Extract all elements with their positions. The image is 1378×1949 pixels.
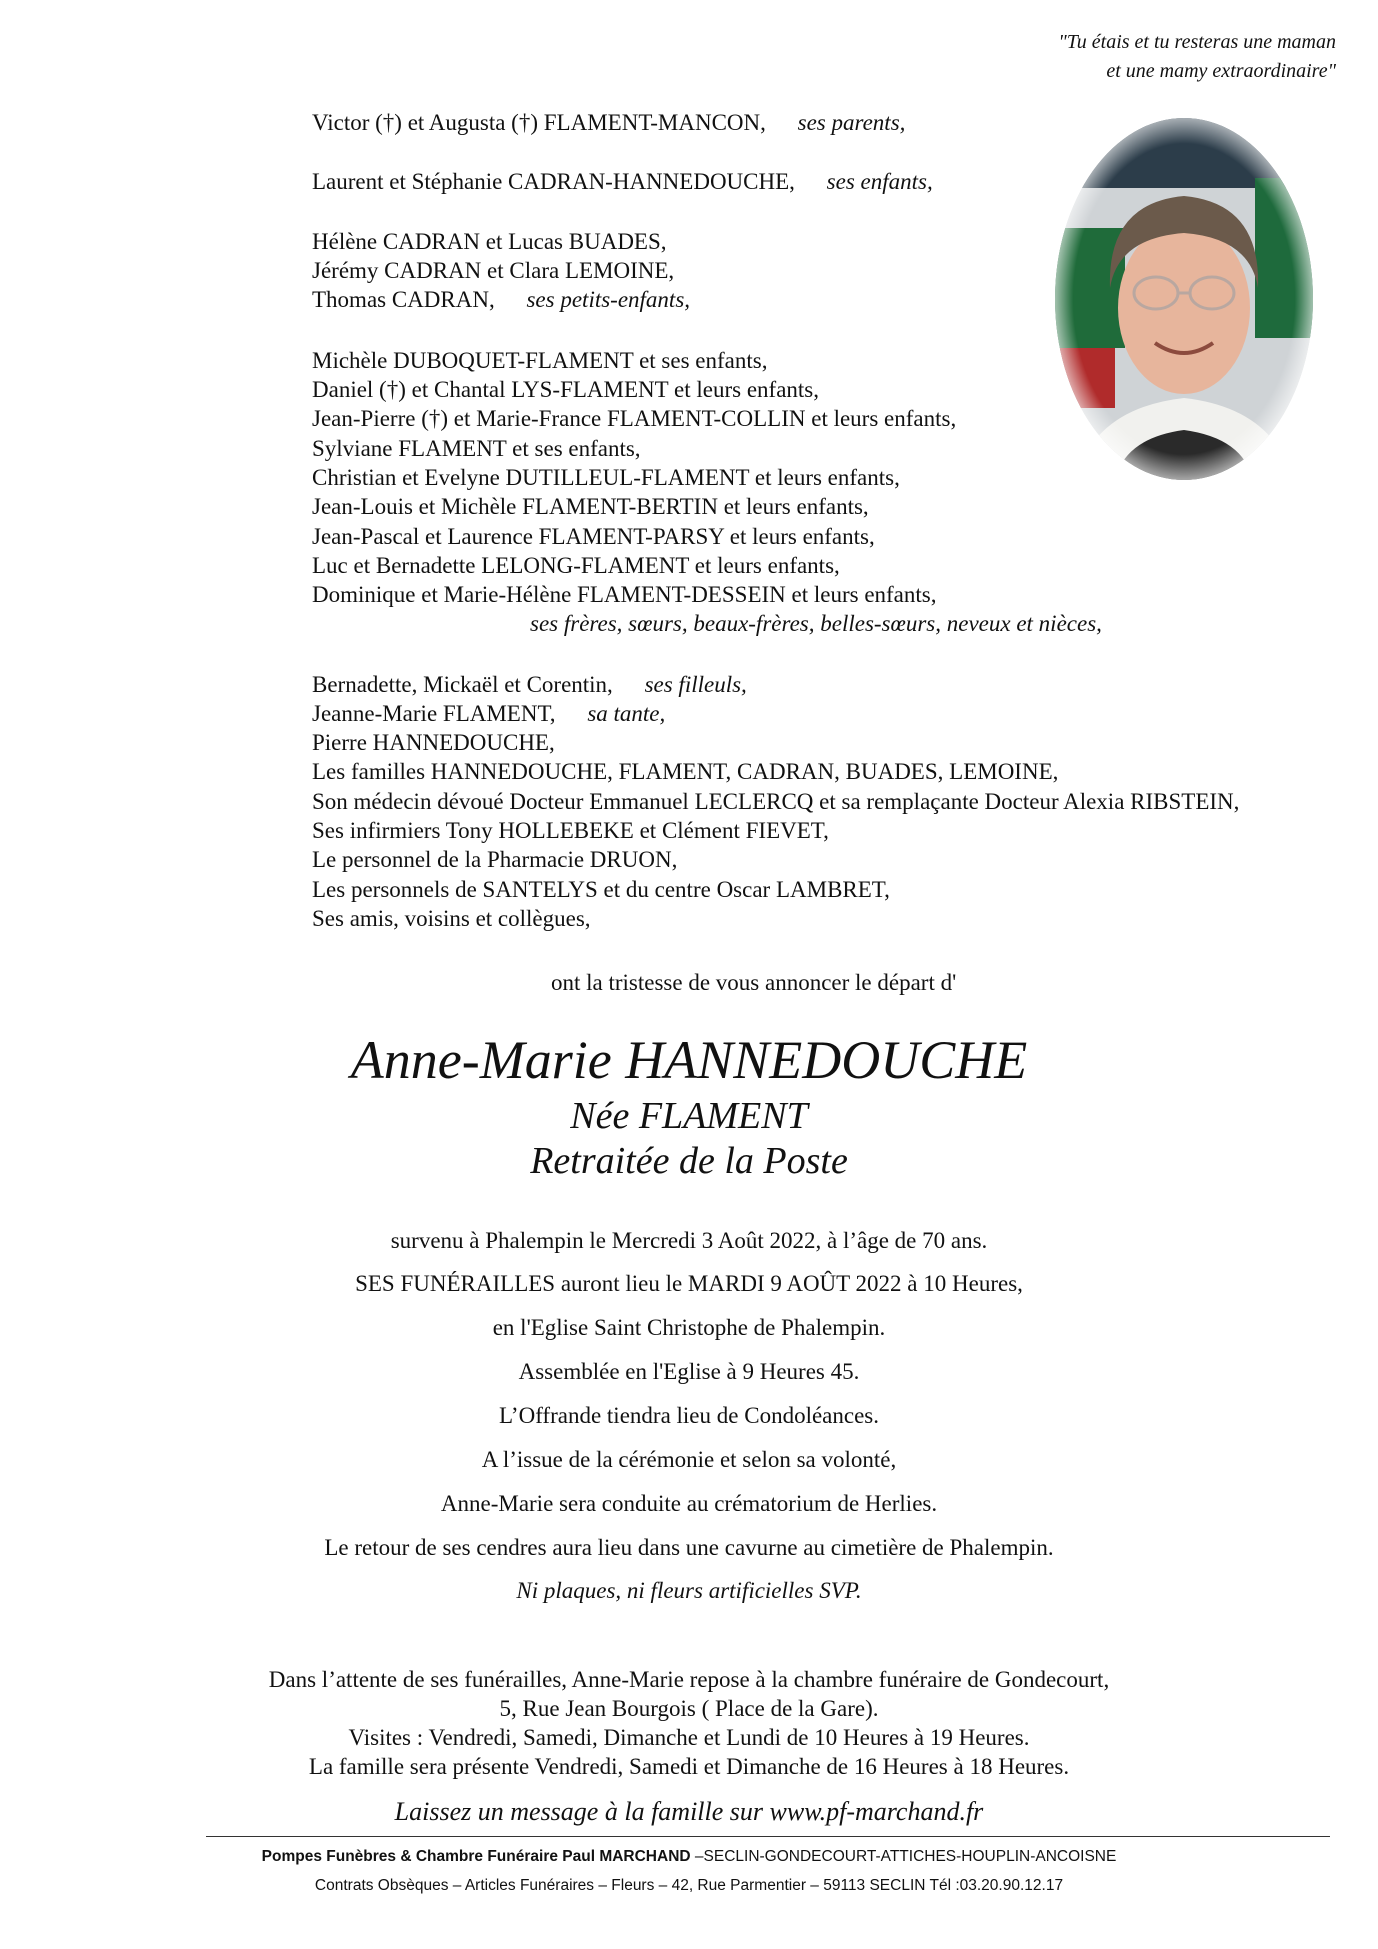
grandchild-line-2: Jérémy CADRAN et Clara LEMOINE, [312,258,675,283]
godchildren-names: Bernadette, Mickaël et Corentin, [312,672,613,697]
parents-line [312,108,905,138]
sibling-line: Jean-Pierre (†) et Marie-France FLAMENT-COLLIN et leurs enfants, [312,406,957,431]
message-link[interactable]: Laissez un message à la famille sur www.pf-marchand.fr [394,1797,984,1826]
children-role: ses enfants, [826,169,933,194]
sibling-line: Dominique et Marie-Hélène FLAMENT-DESSEIN et leurs enfants, [312,582,937,607]
other-line: Les familles HANNEDOUCHE, FLAMENT, CADRAN, BUADES, LEMOINE, [312,759,1059,784]
parents-names: Victor (†) et Augusta (†) FLAMENT-MANCON, [312,110,766,135]
other-line: Ses amis, voisins et collègues, [312,906,591,931]
footer-divider [206,1836,1330,1837]
portrait-photo-icon [1055,118,1313,480]
detail-line: Le retour de ses cendres aura lieu dans une cavurne au cimetière de Phalempin. [324,1535,1054,1560]
other-line: Son médecin dévoué Docteur Emmanuel LECLERCQ et sa remplaçante Docteur Alexia RIBSTEIN, [312,789,1240,814]
deceased-name: Anne-Marie HANNEDOUCHE [350,1030,1028,1090]
sibling-line: Jean-Pascal et Laurence FLAMENT-PARSY et leurs enfants, [312,524,875,549]
aunt-role: sa tante, [587,701,666,726]
grandchildren-role: ses petits-enfants, [526,287,691,312]
visit-line: Dans l’attente de ses funérailles, Anne-Marie repose à la chambre funéraire de Gondecourt, [268,1667,1110,1692]
sibling-line: Jean-Louis et Michèle FLAMENT-BERTIN et leurs enfants, [312,494,869,519]
sibling-line: Sylviane FLAMENT et ses enfants, [312,436,641,461]
aunt-names: Jeanne-Marie FLAMENT, [312,701,556,726]
other-line: Pierre HANNEDOUCHE, [312,730,555,755]
detail-line: survenu à Phalempin le Mercredi 3 Août 2022, à l’âge de 70 ans. [390,1228,988,1253]
godchildren-line [312,670,747,700]
detail-line: SES FUNÉRAILLES auront lieu le MARDI 9 AOÛT 2022 à 10 Heures, [355,1271,1023,1296]
parents-role: ses parents, [797,110,906,135]
children-names: Laurent et Stéphanie CADRAN-HANNEDOUCHE, [312,169,795,194]
footer-locations: –SECLIN-GONDECOURT-ATTICHES-HOUPLIN-ANCOISNE [690,1848,1117,1865]
other-line: Les personnels de SANTELYS et du centre Oscar LAMBRET, [312,877,890,902]
epitaph-quote [1058,28,1336,86]
deceased-maiden-name: Née FLAMENT [570,1095,808,1137]
visit-line: La famille sera présente Vendredi, Samedi et Dimanche de 16 Heures à 18 Heures. [308,1754,1070,1779]
grandchild-line-1: Hélène CADRAN et Lucas BUADES, [312,229,667,254]
deceased-occupation: Retraitée de la Poste [530,1140,848,1182]
siblings-role: ses frères, sœurs, beaux-frères, belles-sœurs, neveux et nièces, [530,611,1102,636]
sibling-line: Michèle DUBOQUET-FLAMENT et ses enfants, [312,348,768,373]
detail-line: A l’issue de la cérémonie et selon sa volonté, [481,1447,897,1472]
grandchild-last: Thomas CADRAN, [312,287,495,312]
footer-company: Pompes Funèbres & Chambre Funéraire Paul MARCHAND [261,1848,691,1865]
aunt-line [312,699,665,729]
visit-line: Visites : Vendredi, Samedi, Dimanche et Lundi de 10 Heures à 19 Heures. [348,1725,1030,1750]
sibling-line: Christian et Evelyne DUTILLEUL-FLAMENT et leurs enfants, [312,465,900,490]
detail-line: en l'Eglise Saint Christophe de Phalempin. [492,1315,886,1340]
no-flowers-note: Ni plaques, ni fleurs artificielles SVP. [516,1578,862,1603]
quote-line-1: "Tu étais et tu resteras une maman [1058,31,1336,53]
visit-line: 5, Rue Jean Bourgois ( Place de la Gare). [499,1696,879,1721]
detail-line: Assemblée en l'Eglise à 9 Heures 45. [518,1359,860,1384]
announcement: ont la tristesse de vous annoncer le départ d' [551,970,957,995]
portrait-photo [1055,118,1313,480]
other-line: Le personnel de la Pharmacie DRUON, [312,847,678,872]
godchildren-role: ses filleuls, [644,672,747,697]
detail-line: Anne-Marie sera conduite au crématorium de Herlies. [440,1491,938,1516]
quote-line-2: et une mamy extraordinaire" [1106,60,1336,82]
sibling-line: Luc et Bernadette LELONG-FLAMENT et leurs enfants, [312,553,840,578]
grandchild-line-3 [312,285,690,315]
detail-line: L’Offrande tiendra lieu de Condoléances. [498,1403,879,1428]
footer-services: Contrats Obsèques – Articles Funéraires – Fleurs – 42, Rue Parmentier – 59113 SECLIN Tél :03.20.90.12.17 [314,1877,1064,1894]
other-line: Ses infirmiers Tony HOLLEBEKE et Clément FIEVET, [312,818,829,843]
children-line [312,167,933,197]
footer-company-line [0,1846,1378,1868]
sibling-line: Daniel (†) et Chantal LYS-FLAMENT et leurs enfants, [312,377,819,402]
